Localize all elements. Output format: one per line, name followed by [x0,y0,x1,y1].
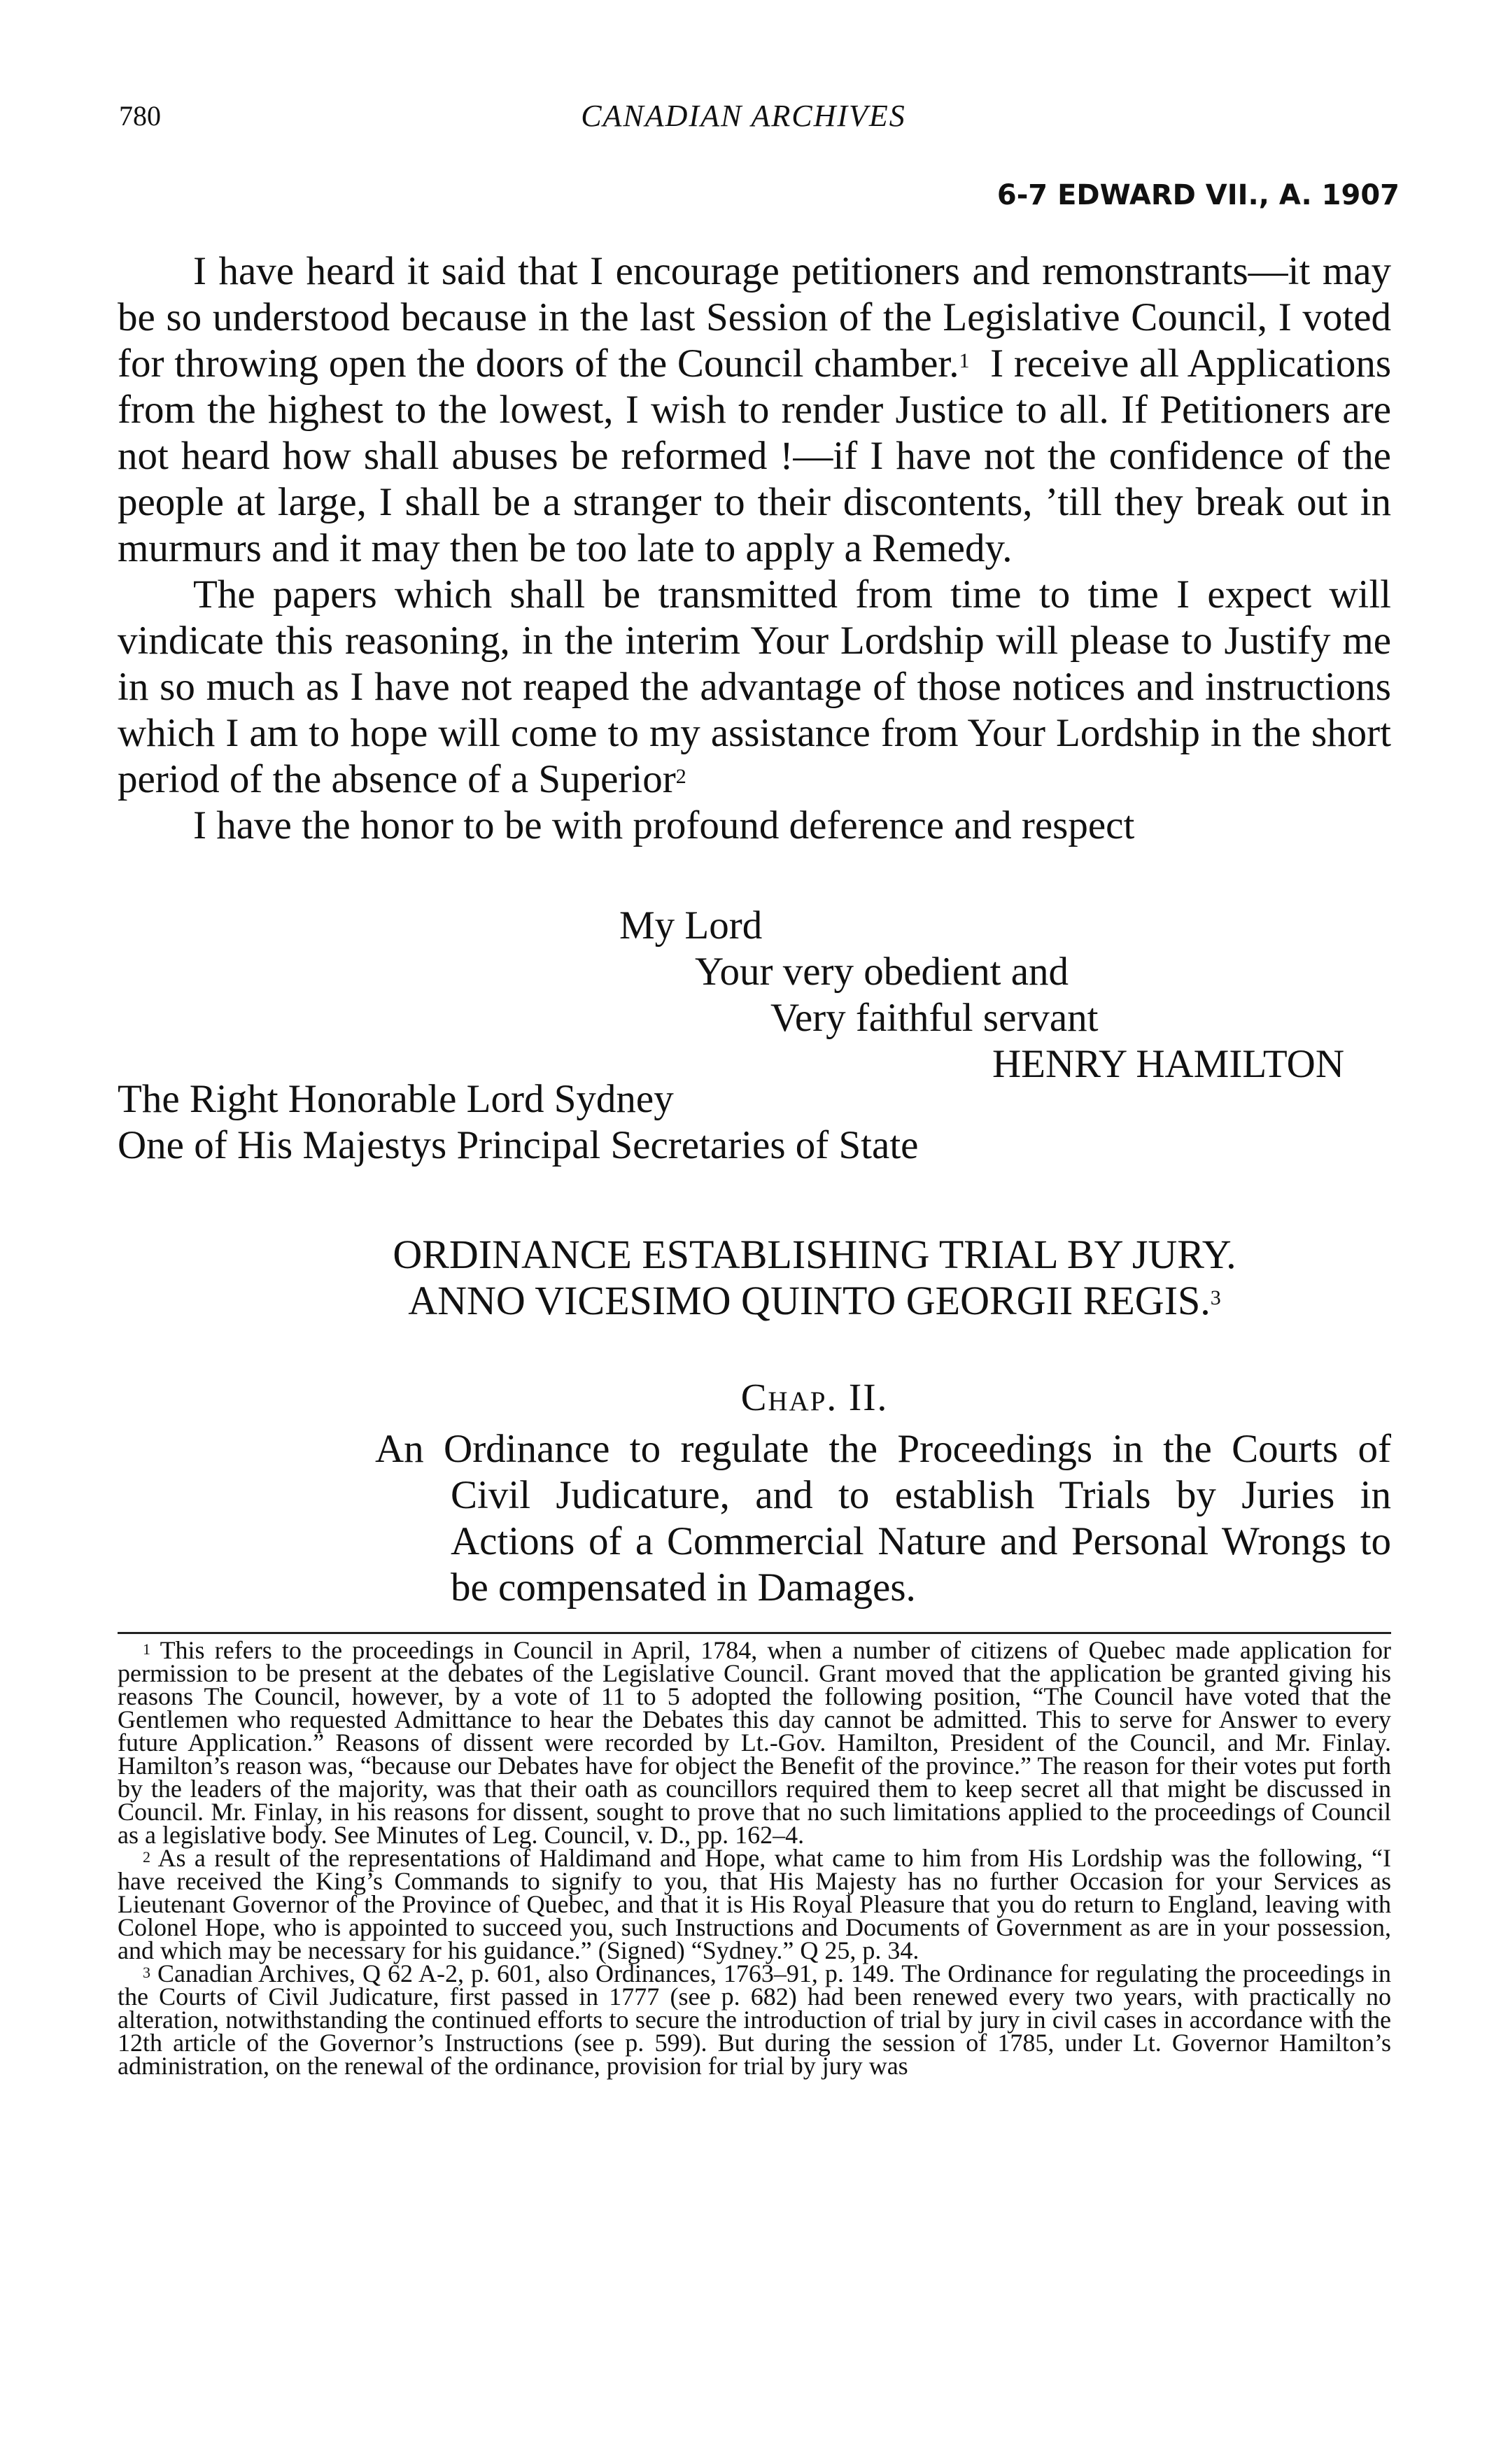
addressee-line: One of His Majestys Principal Secretaries of State [118,1123,919,1167]
running-title: CANADIAN ARCHIVES [581,99,906,133]
ordinance-heading: ORDINANCE ESTABLISHING TRIAL BY JURY. [393,1232,1236,1277]
signature: HENRY HAMILTON [992,1042,1345,1086]
letter-paragraph: The papers which shall be transmitted from time to time I expect will vindicate this reasoning, in the interim Your Lordship will please to Justify me in so much as I have not reaped the advantage of those notices and instructions which I am to hope will come to my assistance from Your Lordship in the short period of the absence of a Superior$^2$ [118,572,1391,801]
ordinance-heading: ANNO VICESIMO QUINTO GEORGII REGIS.$^3$ [408,1278,1221,1323]
closing-salutation: My Lord [619,903,763,948]
addressee [118,1076,918,1169]
footnote-mark: 2 [675,765,686,788]
footnote: $^2$ As a result of the representations of Haldimand and Hope, what came to him from His Lordship was the following, “I have received the King’s Commands to signify to you, that His Majesty has no further Occasion for your Services as Lieutenant Governor of the Province of Quebec, and that it is His Royal Pleasure that you do return to England, leaving with Colonel Hope, who is appointed to succeed you, such Instructions and Documents of Government as are in your possession, and which may be necessary for his guidance.” (Signed) “Sydney.” Q 25, p. 34. [118,1844,1391,1964]
closing-line: Your very obedient and [695,950,1069,994]
footnote-mark: 1 [959,349,970,372]
footnotes [118,1636,1392,2080]
addressee-line: The Right Honorable Lord Sydney [118,1077,674,1121]
closing-line: Very faithful servant [770,996,1099,1040]
footnote-mark: 3 [1210,1286,1221,1309]
footnote: $^1$ This refers to the proceedings in Council in April, 1784, when a number of citizens of Quebec made application for permission to be present at the debates of the Legislative Council. Grant moved that the application be granted giving his reasons The Council, however, by a vote of 11 to 5 adopted the following position, “The Council have voted that the Gentlemen who requested Admittance to hear the Debates this day cannot be admitted. This to serve for Answer to every future Application.” Reasons of dissent were recorded by Lt.-Gov. Hamilton, President of the Council, and Mr. Finlay. Hamilton’s reason was, “because our Debates have for object the Benefit of the province.” The reason for their votes put forth by the leaders of the majority, was that their oath as councillors required them to keep secret all that might be discussed in Council. Mr. Finlay, in his reasons for dissent, sought to prove that no such limitations applied to the proceedings of Council as a legislative body. See Minutes of Leg. Council, v. D., pp. 162–4. [118,1636,1391,1849]
chapter-label: Chap. II. [740,1376,889,1418]
letter-body [118,248,1391,849]
ordinance-title: An Ordinance to regulate the Proceedings in the Courts of Civil Judicature, and to establish Trials by Juries in Actions of a Commercial Nature and Personal Wrongs to be compensated in Damages. [375,1427,1391,1610]
edition-line: 6-7 EDWARD VII., A. 1907 [996,179,1400,211]
footnote-rule [118,1632,1391,1634]
letter-paragraph: I have the honor to be with profound deference and respect [193,803,1135,847]
footnote: $^3$ Canadian Archives, Q 62 A-2, p. 601, also Ordinances, 1763–91, p. 149. The Ordinance for regulating the proceedings in the Courts of Civil Judicature, first passed in 1777 (see p. 682) had been renewed every two years, with practically no alteration, notwithstanding the continued efforts to secure the introduction of trial by jury in civil cases in accordance with the 12th article of the Governor’s Instructions (see p. 599). But during the session of 1785, under Lt. Governor Hamilton’s administration, on the renewal of the ordinance, provision for trial by jury was [118,1959,1392,2080]
letter-paragraph: I have heard it said that I encourage petitioners and remonstrants—it may be so understood because in the last Session of the Legislative Council, I voted for throwing open the doors of the Council chamber.$^1$ I receive all Applications from the highest to the lowest, I wish to render Justice to all. If Petitioners are not heard how shall abuses be reformed !—if I have not the confidence of the people at large, I shall be a stranger to their discontents, ’till they break out in murmurs and it may then be too late to apply a Remedy. [118,249,1392,570]
page-number: 780 [119,100,161,132]
